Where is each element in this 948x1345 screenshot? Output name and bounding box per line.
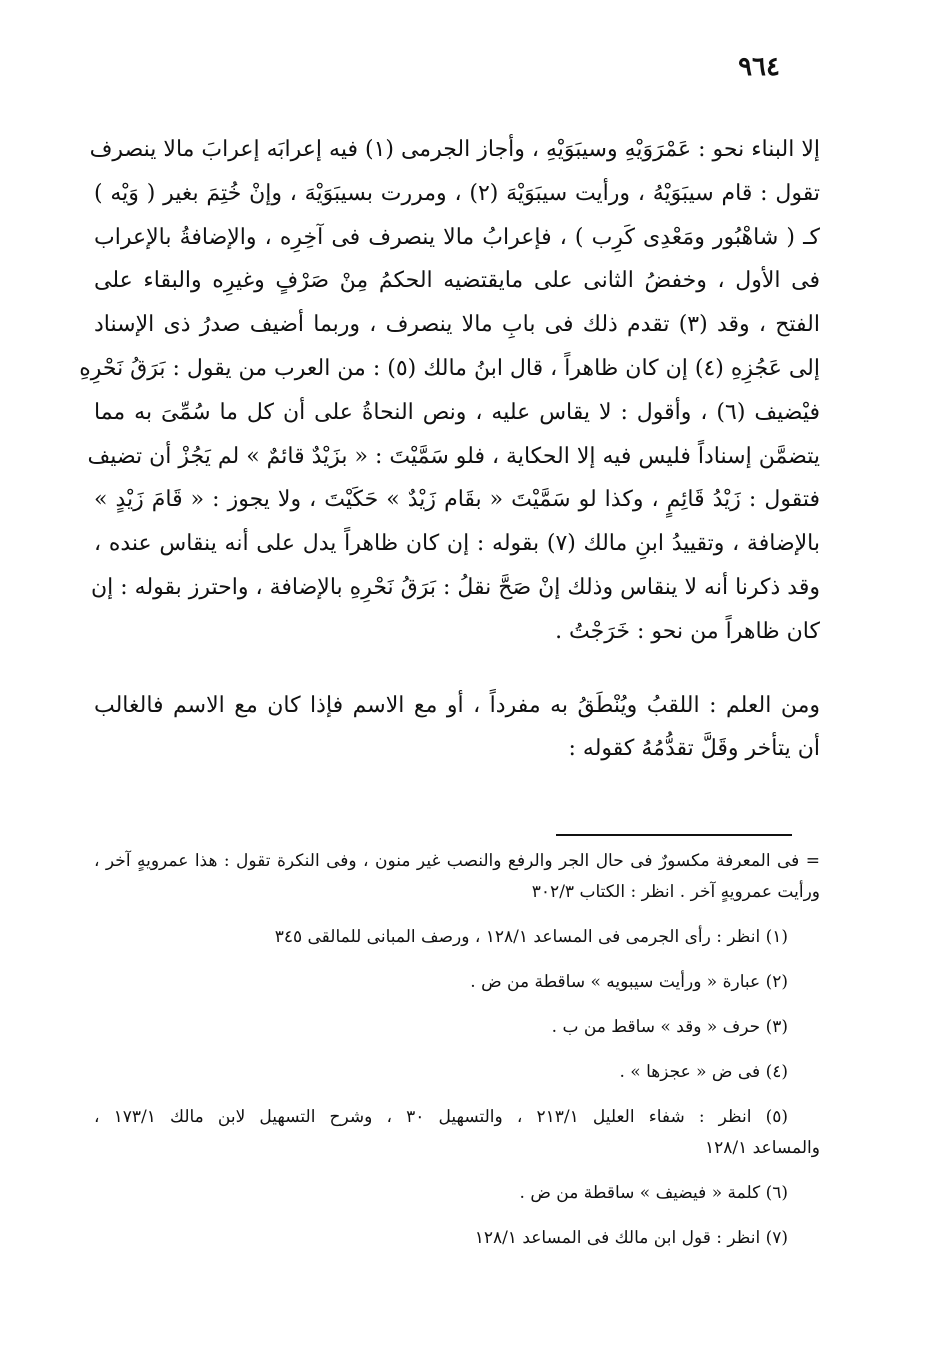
text-line: كـ ( شاهْبُور ومَعْدِى كَرِب ) ، فإعرابُ مالا ينصرف فى آخِرِه ، والإضافةُ بالإعراب — [94, 224, 820, 250]
footnote-1: (١) انظر : رأى الجرمى فى المساعد ١٢٨/١ ، ورصف المبانى للمالقى ٣٤٥ — [274, 927, 788, 947]
footnote-5-continuation: والمساعد ١٢٨/١ — [704, 1138, 820, 1158]
text-line: الفتح ، وقد (٣) تقدم ذلك فى بابِ مالا ينصرف ، وربما أضيف صدرُ ذى الإسناد — [94, 312, 820, 338]
footnote-continuation-line: = فى المعرفة مكسورٌ فى حال الجر والرفع والنصب غير منون ، وفى النكرة تقول : هذا عمرويهٍ آخر ، — [94, 851, 820, 871]
footnote-continuation-line: ورأيت عمرويهٍ آخر . انظر : الكتاب ٣٠٢/٣ — [531, 882, 820, 902]
footnote-divider — [556, 834, 792, 836]
text-line: بالإضافة ، وتقييدُ ابنِ مالك (٧) بقوله : إن كان ظاهراً يدل على أنه ينقاس عنده ، — [94, 531, 820, 557]
footnote-4: (٤) فى ض « عجزها » . — [619, 1062, 788, 1082]
text-line: تقول : قام سيبَوَيْهُ ، ورأيت سيبَوَيْهَ (٢) ، ومررت بسيبَوَيْهَ ، وإنْ خُتِمَ بغير ( وَيْه ) — [94, 180, 820, 206]
footnotes — [94, 846, 820, 1254]
text-line: وقد ذكرنا أنه لا ينقاس وذلك إنْ صَحَّ نقلُ : بَرَقُ نَحْرِهِ بالإضافة ، واحترز بقوله : إن — [91, 574, 820, 600]
text-line: ومن العلم : اللقبُ ويُنْطَقُ به مفرداً ، أو مع الاسم فإذا كان مع الاسم فالغالب — [94, 692, 820, 718]
text-line: إلى عَجُزِهِ (٤) إن كان ظاهراً ، قال ابنُ مالك (٥) : من العرب من يقول : بَرَقُ نَحْرِهِ — [79, 355, 820, 381]
paragraph-gap — [94, 654, 820, 684]
footnote-7: (٧) انظر : قول ابن مالك فى المساعد ١٢٨/١ — [474, 1228, 788, 1248]
text-line: فيْضيف (٦) ، وأقول : لا يقاس عليه ، ونص النحاةُ على أن كل ما سُمِّىَ به مما — [94, 399, 820, 425]
page-number: ٩٦٤ — [738, 52, 780, 82]
text-line: أن يتأخر وقَلَّ تقدُّمُهُ كقوله : — [568, 736, 820, 762]
footnote-5: (٥) انظر : شفاء العليل ٢١٣/١ ، والتسهيل ٣٠ ، وشرح التسهيل لابن مالك ١٧٣/١ ، — [94, 1107, 788, 1127]
text-line: يتضمَّن إسناداً فليس فيه إلا الحكاية ، فلو سَمَّيْتَ : « بزَيْدٌ قائمٌ » لم يَجُزْ أن تضيف — [87, 443, 820, 469]
text-line: كان ظاهراً من نحو : خَرَجْتُ . — [555, 618, 820, 644]
footnote-6: (٦) كلمة « فيضيف » ساقطة من ض . — [519, 1183, 788, 1203]
text-line: فتقول : زَيْدُ قَائِمٍ ، وكذا لو سَمَّيْتَ « بقَام زَيْدٌ » حَكَيْتَ ، ولا يجوز : « قَامَ زَيْدٍ » — [94, 487, 820, 513]
text-line: فى الأول ، وخفضُ الثانى على مايقتضيه الحكمُ مِنْ صَرْفٍ وغيرِه والبقاء على — [94, 268, 820, 294]
main-text — [79, 128, 820, 771]
text-line: إلا البناء نحو : عَمْرَوَيْهِ وسيبَوَيْهِ ، وأجاز الجرمى (١) فيه إعرابَه إعرابَ مالا ينصرف — [89, 137, 820, 162]
footnote-2: (٢) عبارة « ورأيت سيبويه » ساقطة من ض . — [470, 972, 788, 992]
footnote-3: (٣) حرف « وقد » ساقط من ب . — [551, 1017, 788, 1037]
